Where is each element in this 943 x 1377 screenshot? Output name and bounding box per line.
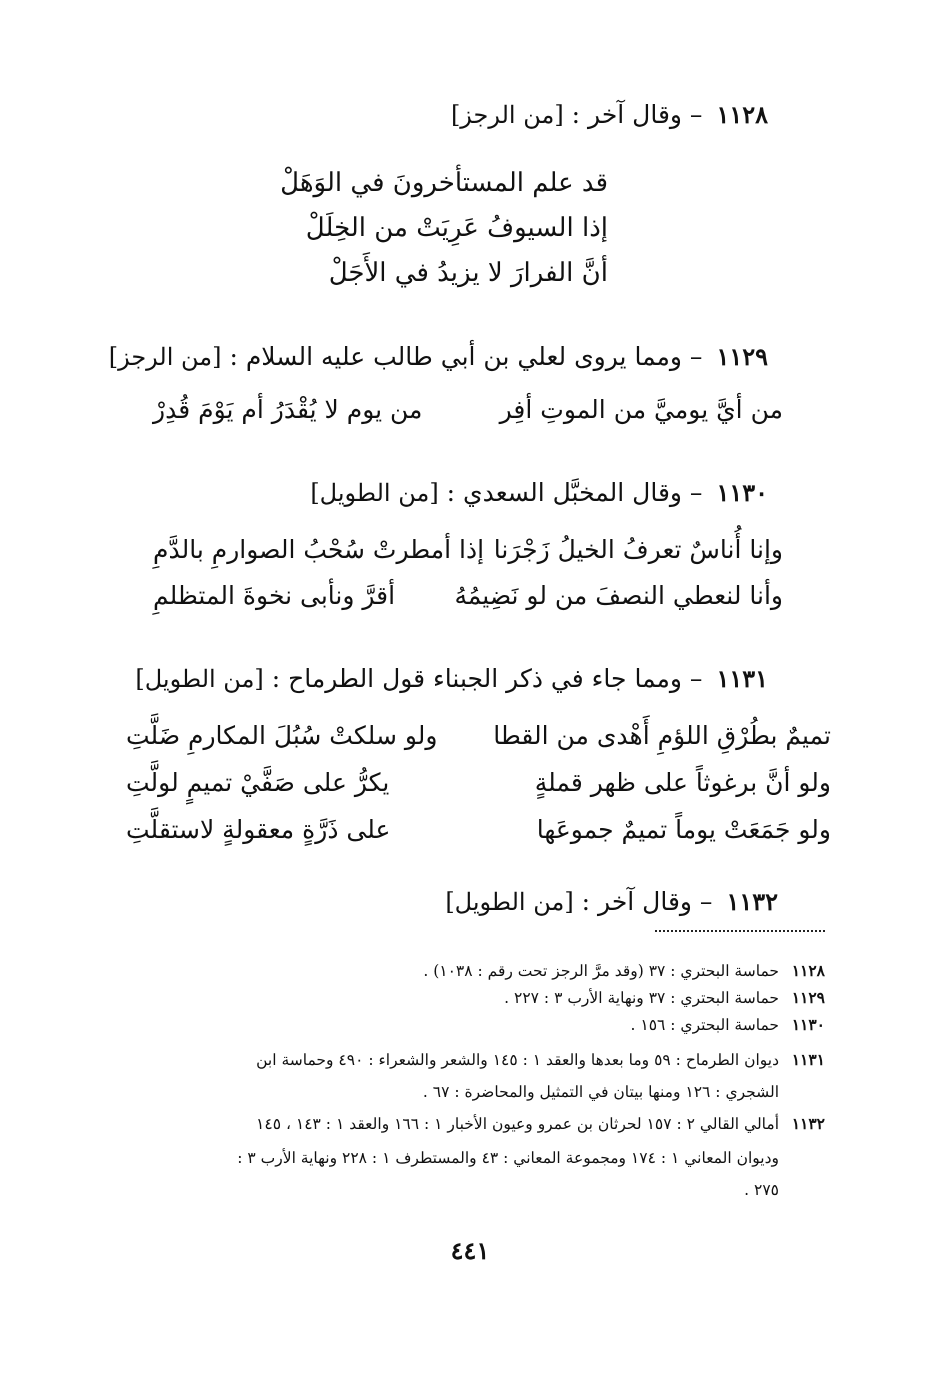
- entry-number: ١١٢٩: [716, 342, 768, 371]
- meter-label: [من الطويل]: [135, 665, 264, 693]
- entry-intro: – وقال المخبَّل السعدي :: [446, 478, 703, 507]
- footnote-separator: [655, 930, 825, 932]
- hemistich-first: وأنا لنعطي النصفَ من لو نَضِيمُهُ: [454, 581, 783, 610]
- hemistich-second: على ذَرَّةٍ معقولةٍ لاستقلَّتِ: [126, 815, 391, 844]
- footnote-text: حماسة البحتري : ١٥٦ .: [630, 1016, 779, 1034]
- footnote-continuation: الشجري : ١٢٦ ومنها بيتان في التمثيل والمحاضرة : ٦٧ .: [422, 1083, 779, 1101]
- verse-couplet: [153, 392, 783, 428]
- hemistich-second: يكرُّ على صَفَّيْ تميمٍ لولَّتِ: [126, 768, 390, 797]
- hemistich-second: أقرَّ ونأبى نخوةَ المتظلمِ: [153, 581, 396, 610]
- footnote-text: حماسة البحتري : ٣٧ ونهاية الأرب ٣ : ٢٢٧ .: [504, 989, 779, 1007]
- entry-number: ١١٣٠: [716, 478, 768, 507]
- meter-label: [من الطويل]: [310, 479, 439, 507]
- entry-heading-1130: [310, 476, 768, 510]
- footnote-1129: [504, 985, 825, 1011]
- footnote-1132: [256, 1111, 825, 1137]
- footnote-number: ١١٢٨: [791, 961, 825, 980]
- page-number: ٤٤١: [450, 1236, 490, 1265]
- footnote-continuation: ٢٧٥ .: [744, 1181, 779, 1199]
- footnote-continuation: وديوان المعاني ١ : ١٧٤ ومجموعة المعاني : ٤٣ والمستطرف ١ : ٢٢٨ ونهاية الأرب ٣ :: [237, 1149, 779, 1167]
- hemistich-second: إذا أمطرتْ سُحْبُ الصوارمِ بالدَّمِ: [153, 535, 485, 564]
- entry-number: ١١٣٢: [726, 887, 778, 916]
- footnote-text: حماسة البحتري : ٣٧ (وقد مرَّ الرجز تحت رقم : ١٠٣٨) .: [423, 962, 779, 980]
- footnote-1128: [423, 958, 825, 984]
- footnote-number: ١١٣١: [791, 1050, 825, 1069]
- meter-label: [من الرجز]: [108, 343, 222, 371]
- entry-heading-1132: [445, 885, 778, 919]
- hemistich-first: وإنا أُناسٌ تعرفُ الخيلُ زَجْرَنا: [493, 535, 783, 564]
- hemistich-first: من أيَّ يوميَّ من الموتِ أفِر: [499, 395, 783, 424]
- hemistich-first: ولو جَمَعَتْ يوماً تميمٌ جموعَها: [536, 815, 831, 844]
- verse-line: أنَّ الفرارَ لا يزيدُ في الأَجَلْ: [328, 258, 608, 288]
- verse-couplet: [153, 578, 783, 614]
- verse-line: قد علم المستأخرونَ في الوَهَلْ: [280, 168, 608, 198]
- footnote-number: ١١٣٠: [791, 1015, 825, 1034]
- meter-label: [من الطويل]: [445, 888, 574, 916]
- footnote-1130: [631, 1012, 825, 1038]
- entry-heading-1129: [109, 340, 768, 374]
- footnote-1131: [256, 1047, 825, 1073]
- verse-couplet: [126, 718, 831, 754]
- footnote-text: ديوان الطرماح : ٥٩ وما بعدها والعقد ١ : ١٤٥ والشعر والشعراء : ٤٩٠ وحماسة ابن: [256, 1051, 779, 1069]
- entry-number: ١١٣١: [716, 664, 768, 693]
- hemistich-first: تميمٌ بطُرْقِ اللؤمِ أَهْدى من القطا: [493, 721, 831, 750]
- entry-intro: – ومما جاء في ذكر الجبناء قول الطرماح :: [271, 664, 703, 693]
- meter-label: [من الرجز]: [450, 101, 564, 129]
- entry-heading-1131: [135, 662, 768, 696]
- verse-couplet: [153, 532, 783, 568]
- hemistich-first: ولو أنَّ برغوثاً على ظهر قملةٍ: [534, 768, 831, 797]
- footnote-number: ١١٣٢: [791, 1114, 825, 1133]
- hemistich-second: ولو سلكتْ سُبُلَ المكارمِ ضَلَّتِ: [126, 721, 438, 750]
- hemistich-second: من يوم لا يُقْدَرُ أم يَوْمَ قُدِرْ: [153, 395, 423, 424]
- footnote-text: أمالي القالي ٢ : ١٥٧ لحرثان بن عمرو وعيون الأخبار ١ : ١٦٦ والعقد ١ : ١٤٣ ، ١٤٥: [256, 1115, 779, 1133]
- verse-couplet: [126, 765, 831, 801]
- entry-intro: – وقال آخر :: [581, 887, 713, 916]
- verse-line: إذا السيوفُ عَرِيَتْ من الخِلَلْ: [305, 213, 608, 243]
- verse-couplet: [126, 812, 831, 848]
- footnote-number: ١١٢٩: [791, 988, 825, 1007]
- entry-intro: – ومما يروى لعلي بن أبي طالب عليه السلام :: [229, 342, 703, 371]
- entry-intro: – وقال آخر :: [571, 100, 703, 129]
- entry-number: ١١٢٨: [716, 100, 768, 129]
- entry-heading-1128: [451, 98, 768, 132]
